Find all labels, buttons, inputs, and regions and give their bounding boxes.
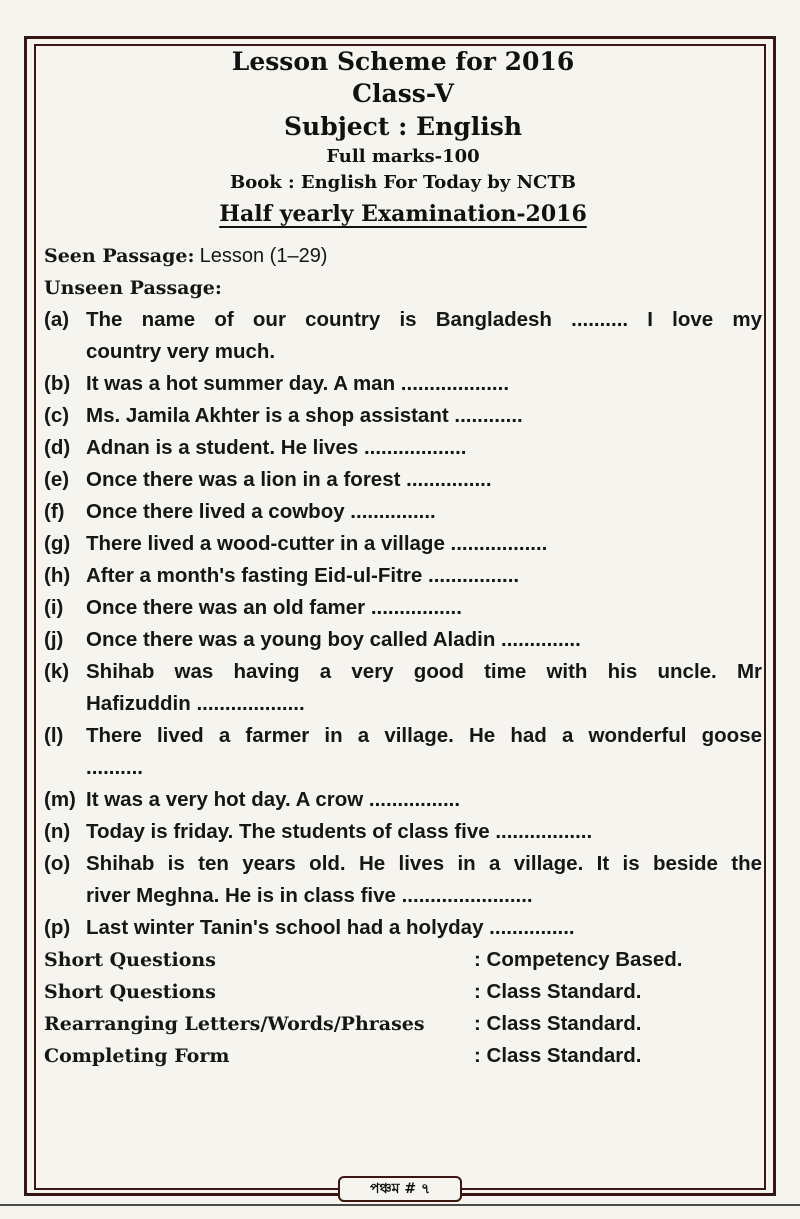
exam-heading: Half yearly Examination-2016 [219, 201, 587, 227]
question-row [44, 1040, 762, 1072]
passage-item [44, 624, 762, 656]
passage-item [44, 720, 762, 784]
passage-list [44, 304, 762, 944]
passage-line: It was a very hot day. A crow ................ [86, 788, 461, 811]
subject-heading: Subject : English [283, 112, 523, 141]
passage-text [86, 400, 762, 432]
passage-line: Shihab is ten years old. He lives in a village. It is beside the [86, 852, 762, 875]
passage-key: (m) [44, 788, 76, 811]
passage-line: Last winter Tanin's school had a holyday ............... [86, 916, 575, 939]
question-standard: : Class Standard. [474, 1044, 642, 1067]
class-heading: Class-V [352, 79, 454, 108]
passage-item [44, 432, 762, 464]
passage-line: It was a hot summer day. A man ................... [86, 372, 510, 395]
question-standard: : Class Standard. [474, 980, 642, 1003]
passage-key: (h) [44, 564, 71, 587]
passage-key: (e) [44, 468, 70, 491]
passage-line: Hafizuddin ................... [86, 692, 305, 715]
seen-passage-value: Lesson (1–29) [199, 245, 328, 267]
passage-key: (p) [44, 916, 71, 939]
question-list [44, 944, 762, 1072]
content [44, 44, 762, 1072]
passage-key: (g) [44, 532, 71, 555]
passage-item [44, 528, 762, 560]
passage-key: (o) [44, 852, 71, 875]
passage-key: (b) [44, 372, 71, 395]
passage-line: Once there was an old famer ................ [86, 596, 462, 619]
passage-key: (c) [44, 404, 70, 427]
passage-text [86, 528, 762, 560]
page-number: পঞ্চম # ৭ [338, 1176, 462, 1202]
passage-text [86, 464, 762, 496]
passage-item [44, 848, 762, 912]
question-standard: : Competency Based. [474, 948, 683, 971]
question-row [44, 976, 762, 1008]
passage-line: After a month's fasting Eid-ul-Fitre ................ [86, 564, 520, 587]
passage-item [44, 592, 762, 624]
passage-line: .......... [86, 756, 143, 779]
passage-item [44, 496, 762, 528]
bottom-rule [0, 1204, 800, 1206]
passage-key: (f) [44, 500, 65, 523]
passage-item [44, 784, 762, 816]
question-standard: : Class Standard. [474, 1012, 642, 1035]
passage-text [86, 816, 762, 848]
passage-key: (i) [44, 596, 64, 619]
passage-line: The name of our country is Bangladesh .......... I love my [86, 308, 762, 331]
book-heading: Book : English For Today by NCTB [230, 172, 576, 193]
passage-line: There lived a farmer in a village. He had a wonderful goose [86, 724, 762, 747]
full-marks: Full marks-100 [326, 146, 480, 167]
question-label: Rearranging Letters/Words/Phrases [44, 1013, 425, 1035]
passage-line: Once there was a young boy called Aladin .............. [86, 628, 581, 651]
doc-title: Lesson Scheme for 2016 [231, 47, 575, 76]
question-label: Short Questions [44, 949, 216, 971]
seen-passage-label: Seen Passage: [44, 245, 195, 267]
passage-text [86, 784, 762, 816]
seen-passage [44, 240, 762, 272]
passage-text [86, 432, 762, 464]
passage-text [86, 848, 762, 912]
passage-line: Once there was a lion in a forest ............... [86, 468, 492, 491]
passage-text [86, 720, 762, 784]
passage-text [86, 368, 762, 400]
passage-item [44, 304, 762, 368]
passage-key: (a) [44, 308, 70, 331]
passage-text [86, 656, 762, 720]
passage-text [86, 592, 762, 624]
passage-text [86, 560, 762, 592]
passage-text [86, 496, 762, 528]
passage-key: (k) [44, 660, 70, 683]
passage-item [44, 912, 762, 944]
passage-line: country very much. [86, 340, 276, 363]
passage-text [86, 912, 762, 944]
passage-line: Once there lived a cowboy ............... [86, 500, 436, 523]
passage-key: (l) [44, 724, 64, 747]
passage-line: Ms. Jamila Akhter is a shop assistant ............ [86, 404, 523, 427]
question-row [44, 944, 762, 976]
unseen-passage [44, 272, 762, 304]
passage-item [44, 560, 762, 592]
question-row [44, 1008, 762, 1040]
passage-line: river Meghna. He is in class five ....................... [86, 884, 533, 907]
passage-key: (j) [44, 628, 64, 651]
passage-item [44, 656, 762, 720]
passage-text [86, 304, 762, 368]
passage-item [44, 368, 762, 400]
passage-item [44, 400, 762, 432]
passage-line: Today is friday. The students of class five ................. [86, 820, 593, 843]
passage-item [44, 464, 762, 496]
passage-key: (d) [44, 436, 71, 459]
passage-line: Adnan is a student. He lives .................. [86, 436, 467, 459]
passage-line: There lived a wood-cutter in a village ................. [86, 532, 548, 555]
passage-line: Shihab was having a very good time with his uncle. Mr [86, 660, 762, 683]
unseen-passage-label: Unseen Passage: [44, 277, 222, 299]
passage-text [86, 624, 762, 656]
question-label: Completing Form [44, 1045, 230, 1067]
passage-item [44, 816, 762, 848]
question-label: Short Questions [44, 981, 216, 1003]
passage-key: (n) [44, 820, 71, 843]
